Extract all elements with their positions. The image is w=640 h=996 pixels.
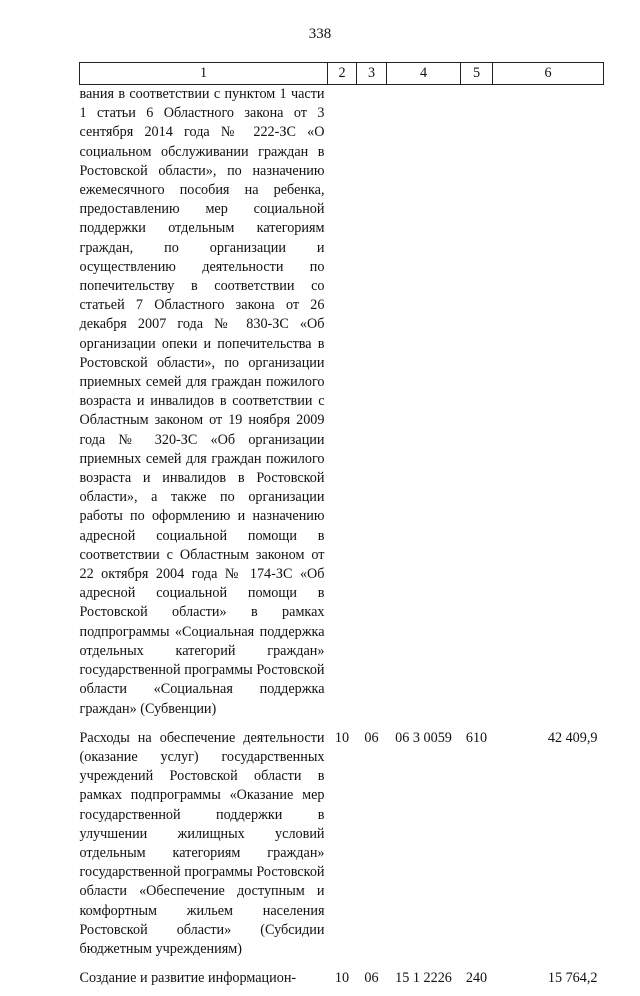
page-number: 338 (308, 26, 332, 42)
row-subsection-code (357, 85, 387, 727)
row-section-code: 10 (334, 970, 350, 987)
row-subsection-code: 06 (364, 729, 379, 746)
column-header-6: 6 (493, 63, 604, 85)
row-section-code (328, 85, 357, 727)
row-amount: 15 764,2 (547, 970, 598, 987)
row-section-code: 10 (334, 729, 350, 746)
table-header-row (80, 63, 604, 85)
row-expense-type (461, 85, 493, 727)
row-target-article: 15 1 2226 (395, 970, 452, 987)
column-header-5: 5 (461, 63, 493, 85)
row-expense-type: 610 (465, 729, 488, 746)
row-subsection-code: 06 (364, 970, 379, 987)
table-row (80, 967, 604, 996)
column-header-3: 3 (357, 63, 387, 85)
column-header-4: 4 (387, 63, 461, 85)
row-amount (493, 85, 604, 727)
budget-table (79, 62, 604, 996)
table-row (80, 727, 604, 967)
row-amount: 42 409,9 (547, 729, 598, 746)
table-row (80, 85, 604, 727)
row-description: Расходы на обеспечение деятельности (оказание услуг) государственных учреждений Ростовской области в рамках подпрограммы «Оказание мер государственной поддержки в улучшении жилищных условий отдельным категориям граждан» государственной программы Ростовской области «Обеспечение доступным и комфортным жильем населения Ростовской области» (Субсидии бюджетным учреждениям) (79, 729, 325, 957)
row-target-article (387, 85, 461, 727)
column-header-1: 1 (80, 63, 328, 85)
row-expense-type: 240 (465, 970, 488, 987)
row-description: Создание и развитие информацион- (79, 970, 297, 987)
row-description: вания в соответствии с пунктом 1 части 1 статьи 6 Областного закона от 3 сентября 2014 года № 222-ЗС «О социальном обслуживании граждан в Ростовской области», по назначению ежемесячного пособия на ребенка, предоставлению мер социальной поддержки отдельным категориям граждан, по организации и осуществлению деятельности по попечительству в соответствии со статьей 7 Областного закона от 26 декабря 2007 года № 830-ЗС «Об организации опеки и попечительства в Ростовской области», по организации приемных семей для граждан пожилого возраста и инвалидов в соответствии с Областным законом от 19 ноября 2009 года № 320-ЗС «Об организации приемных семей для граждан пожилого возраста и инвалидов в Ростовской области», а также по организации работы по оформлению и назначению адресной социальной помощи в соответствии с Областным законом от 22 октября 2004 года № 174-ЗС «Об адресной социальной помощи в Ростовской области» в рамках подпрограммы «Социальная поддержка отдельных категорий граждан» государственной программы Ростовской области «Социальная поддержка граждан» (Субвенции) (79, 86, 325, 717)
row-target-article: 06 3 0059 (395, 729, 452, 746)
column-header-2: 2 (328, 63, 357, 85)
